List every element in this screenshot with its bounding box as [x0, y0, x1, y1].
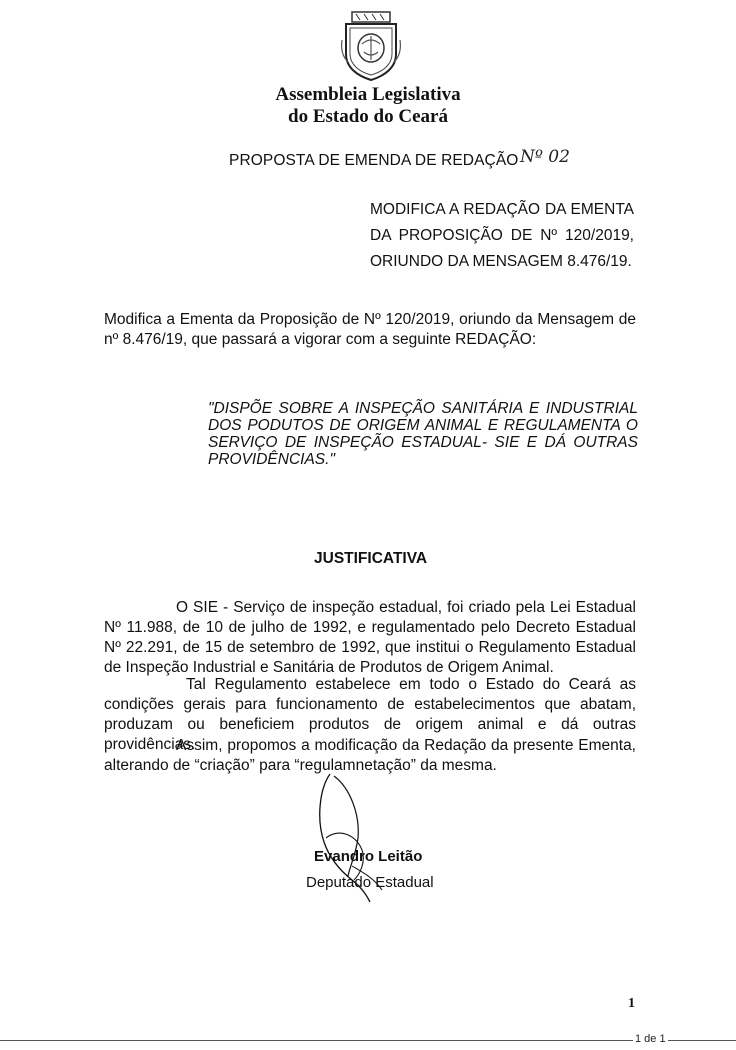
justification-paragraph: Assim, propomos a modificação da Redação da presente Ementa, alterando de “criação” para “regulamnetação” da mesma. — [104, 737, 636, 774]
ementa-line: ORIUNDO DA MENSAGEM 8.476/19. — [370, 253, 632, 270]
ementa-line: MODIFICA A REDAÇÃO DA EMENTA — [370, 201, 634, 218]
page-number: 1 — [628, 996, 635, 1011]
justification-paragraph: Tal Regulamento estabelece em todo o Estado do Ceará as condições gerais para funcionamento de estabelecimentos que abatam, produzam ou beneficiem produtos de origem animal e dá outras providências. — [104, 676, 636, 753]
justification-paragraph: O SIE - Serviço de inspeção estadual, foi criado pela Lei Estadual Nº 11.988, de 10 de julho de 1992, e regulamentado pelo Decreto Estadual Nº 22.291, de 15 de setembro de 1992, que institui o Regulamento Estadual de Inspeção Industrial e Sanitária de Produtos de Origem Animal. — [104, 599, 636, 676]
quoted-ementa-text: "DISPÕE SOBRE A INSPEÇÃO SANITÁRIA E INDUSTRIAL DOS PODUTOS DE ORIGEM ANIMAL E REGULAMENTA O SERVIÇO DE INSPEÇÃO ESTADUAL- SIE E DÁ OUTRAS PROVIDÊNCIAS." — [208, 400, 638, 468]
intro-paragraph: Modifica a Ementa da Proposição de Nº 120/2019, oriundo da Mensagem de nº 8.476/19, que passará a vigorar com a seguinte REDAÇÃO: — [104, 311, 636, 348]
document-title: PROPOSTA DE EMENDA DE REDAÇÃO — [229, 152, 519, 169]
justification-heading: JUSTIFICATIVA — [314, 550, 428, 567]
signatory-role: Deputado Estadual — [306, 874, 434, 891]
institution-name: Assembleia Legislativa — [275, 84, 461, 105]
signatory-name: Evandro Leitão — [314, 848, 423, 865]
footer-divider — [0, 1040, 736, 1041]
institution-state: do Estado do Ceará — [288, 106, 448, 127]
ementa-line: DA PROPOSIÇÃO DE Nº 120/2019, — [370, 227, 634, 244]
handwritten-number: Nº 02 — [520, 147, 570, 167]
state-seal-icon — [338, 10, 404, 82]
page-of-indicator: 1 de 1 — [635, 1033, 666, 1045]
